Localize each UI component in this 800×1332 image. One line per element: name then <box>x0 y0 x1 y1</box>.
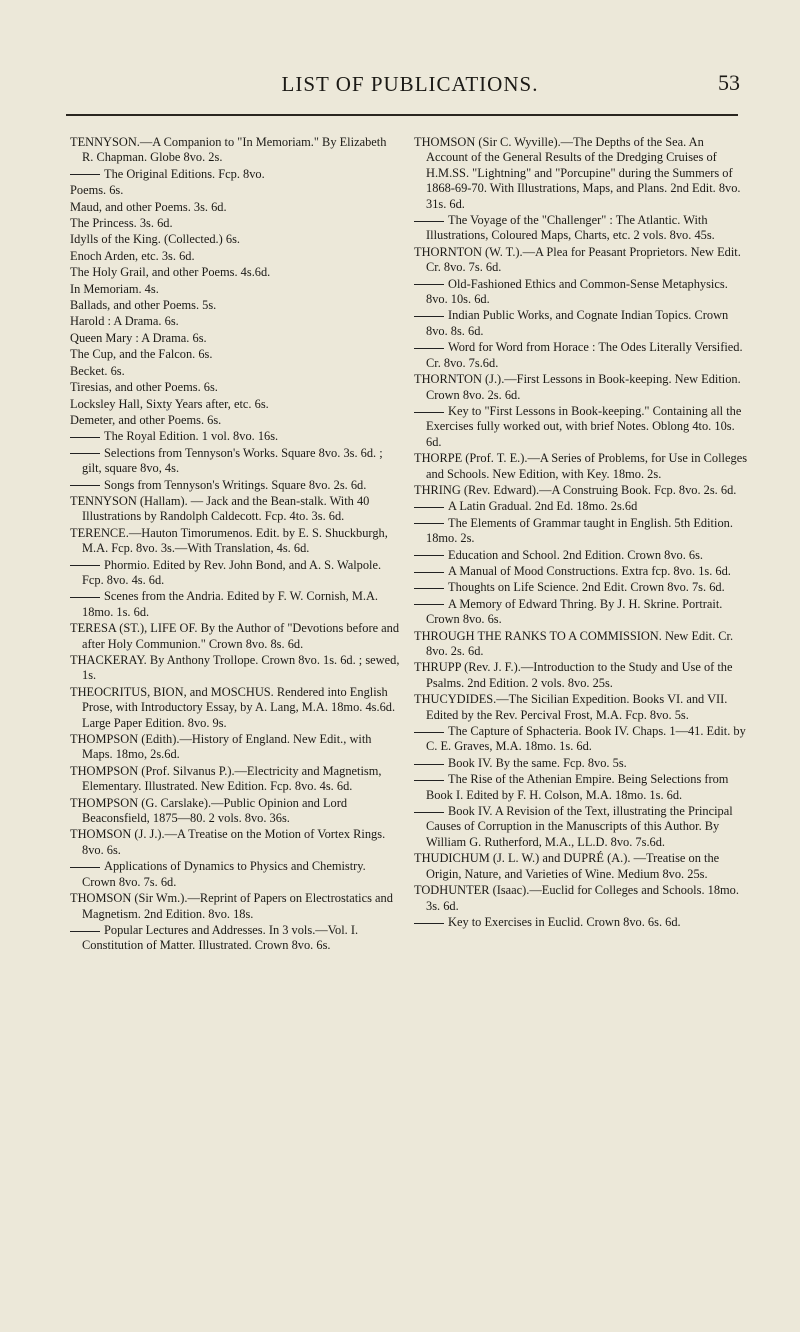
entry-text: Selections from Tennyson's Works. Square 8vo. 3s. 6d. ; gilt, square 8vo, 4s. <box>82 445 383 476</box>
catalog-entry <box>414 724 748 755</box>
entry-text: Word for Word from Horace : The Odes Literally Versified. Cr. 8vo. 7s.6d. <box>426 340 743 370</box>
catalog-entry <box>414 340 748 371</box>
entry-text: A Memory of Edward Thring. By J. H. Skrine. Portrait. Crown 8vo. 6s. <box>426 596 723 627</box>
catalog-entry <box>414 851 748 882</box>
entry-text: THACKERAY. By Anthony Trollope. Crown 8vo. 1s. 6d. ; sewed, 1s. <box>70 653 400 683</box>
catalog-entry <box>70 413 400 428</box>
catalog-entry <box>414 548 748 563</box>
catalog-entry <box>70 183 400 198</box>
catalog-entry <box>70 249 400 264</box>
entry-text: Locksley Hall, Sixty Years after, etc. 6s. <box>70 396 269 411</box>
catalog-entry <box>70 796 400 827</box>
ditto-rule <box>70 453 100 454</box>
entry-text: Education and School. 2nd Edition. Crown 8vo. 6s. <box>448 547 704 562</box>
entry-text: Scenes from the Andria. Edited by F. W. Cornish, M.A. 18mo. 1s. 6d. <box>82 589 378 619</box>
catalog-entry <box>70 446 400 477</box>
entry-text: Poems. 6s. <box>70 183 124 198</box>
catalog-entry <box>414 756 748 771</box>
catalog-entry <box>70 265 400 280</box>
entry-text: TODHUNTER (Isaac).—Euclid for Colleges and Schools. 18mo. 3s. 6d. <box>414 883 739 913</box>
catalog-entry <box>414 580 748 595</box>
ditto-rule <box>414 348 444 349</box>
ditto-rule <box>414 572 444 573</box>
entry-text: THOMSON (J. J.).—A Treatise on the Motion of Vortex Rings. 8vo. 6s. <box>70 827 386 857</box>
catalog-entry <box>414 213 748 244</box>
entry-text: The Elements of Grammar taught in English. 5th Edition. 18mo. 2s. <box>426 515 733 546</box>
page-number: 53 <box>718 70 740 95</box>
catalog-entry <box>70 364 400 379</box>
entry-text: THRUPP (Rev. J. F.).—Introduction to the Study and Use of the Psalms. 2nd Edition. 2 vols. 8vo. 25s. <box>414 660 733 690</box>
entry-text: Songs from Tennyson's Writings. Square 8vo. 2s. 6d. <box>104 477 367 492</box>
entry-text: TERENCE.—Hauton Timorumenos. Edit. by E. S. Shuckburgh, M.A. Fcp. 8vo. 3s.—With Translation, 4s. 6d. <box>70 525 388 556</box>
entry-text: THORPE (Prof. T. E.).—A Series of Problems, for Use in Colleges and Schools. New Edition, with Key. 18mo. 2s. <box>414 451 748 481</box>
entry-text: Applications of Dynamics to Physics and Chemistry. Crown 8vo. 7s. 6d. <box>82 859 366 889</box>
entry-text: Indian Public Works, and Cognate Indian Topics. Crown 8vo. 8s. 6d. <box>426 308 729 338</box>
catalog-entry <box>414 660 748 691</box>
entry-text: Key to Exercises in Euclid. Crown 8vo. 6s. 6d. <box>448 914 681 929</box>
catalog-entry <box>70 380 400 395</box>
catalog-entry <box>70 891 400 922</box>
ditto-rule <box>70 174 100 175</box>
entry-text: TENNYSON.—A Companion to "In Memoriam." By Elizabeth R. Chapman. Globe 8vo. 2s. <box>70 135 387 165</box>
ditto-rule <box>414 588 444 589</box>
catalog-entry <box>70 685 400 731</box>
entry-text: In Memoriam. 4s. <box>70 281 159 296</box>
ditto-rule <box>70 437 100 438</box>
catalog-entry <box>70 298 400 313</box>
catalog-entry <box>70 135 400 166</box>
catalog-entry <box>70 478 400 493</box>
ditto-rule <box>70 597 100 598</box>
entry-text: Ballads, and other Poems. 5s. <box>70 298 217 313</box>
entry-text: THORNTON (W. T.).—A Plea for Peasant Proprietors. New Edit. Cr. 8vo. 7s. 6d. <box>414 244 741 275</box>
entry-text: Popular Lectures and Addresses. In 3 vols.—Vol. I. Constitution of Matter. Illustrated. Crown 8vo. 6s. <box>82 922 359 953</box>
ditto-rule <box>414 523 444 524</box>
entry-text: The Princess. 3s. 6d. <box>70 216 173 231</box>
right-column <box>414 135 748 931</box>
ditto-rule <box>414 412 444 413</box>
catalog-entry <box>70 167 400 182</box>
entry-text: THROUGH THE RANKS TO A COMMISSION. New Edit. Cr. 8vo. 2s. 6d. <box>414 628 734 658</box>
entry-text: THORNTON (J.).—First Lessons in Book-keeping. New Edition. Crown 8vo. 2s. 6d. <box>414 372 741 402</box>
catalog-entry <box>414 883 748 914</box>
catalog-entry <box>414 277 748 308</box>
entry-text: THOMSON (Sir Wm.).—Reprint of Papers on Electrostatics and Magnetism. 2nd Edition. 8vo. 18s. <box>70 891 393 921</box>
entry-text: Queen Mary : A Drama. 6s. <box>70 330 207 345</box>
catalog-entry <box>70 526 400 557</box>
ditto-rule <box>414 732 444 733</box>
entry-text: THOMPSON (Edith).—History of England. New Edit., with Maps. 18mo, 2s.6d. <box>70 732 372 762</box>
catalog-entry <box>70 200 400 215</box>
catalog-entry <box>414 516 748 547</box>
catalog-entry <box>70 653 400 684</box>
ditto-rule <box>414 507 444 508</box>
entry-text: THUCYDIDES.—The Sicilian Expedition. Books VI. and VII. Edited by the Rev. Percival Frost, M.A. Fcp. 8vo. 5s. <box>414 692 728 722</box>
entry-text: THOMPSON (G. Carslake).—Public Opinion and Lord Beaconsfield, 1875—80. 2 vols. 8vo. 36s. <box>70 795 348 826</box>
catalog-entry <box>414 629 748 660</box>
entry-text: A Manual of Mood Constructions. Extra fcp. 8vo. 1s. 6d. <box>448 563 731 578</box>
entry-text: Enoch Arden, etc. 3s. 6d. <box>70 248 195 263</box>
entry-text: Book IV. By the same. Fcp. 8vo. 5s. <box>448 755 627 770</box>
page-header <box>60 72 760 112</box>
catalog-entry <box>70 732 400 763</box>
catalog-entry <box>70 589 400 620</box>
catalog-entry <box>70 397 400 412</box>
catalog-entry <box>414 483 748 498</box>
entry-text: Demeter, and other Poems. 6s. <box>70 412 222 427</box>
catalog-entry <box>70 429 400 444</box>
catalog-entry <box>414 451 748 482</box>
entry-text: THOMSON (Sir C. Wyville).—The Depths of the Sea. An Account of the General Results of the Dredging Cruises of H.M.SS. "Lightning" and "Porcupine" during the Summers of 1868-69-70. With Illustrations, Maps, and Plans. 2nd Edit. 8vo. 31s. 6d. <box>414 135 741 211</box>
catalog-entry <box>70 314 400 329</box>
entry-text: Becket. 6s. <box>70 363 125 378</box>
ditto-rule <box>414 604 444 605</box>
ditto-rule <box>70 867 100 868</box>
ditto-rule <box>414 923 444 924</box>
catalog-entry <box>414 804 748 850</box>
entry-text: Thoughts on Life Science. 2nd Edit. Crown 8vo. 7s. 6d. <box>448 580 725 595</box>
catalog-entry <box>414 308 748 339</box>
entry-text: Idylls of the King. (Collected.) 6s. <box>70 232 240 247</box>
ditto-rule <box>414 555 444 556</box>
ditto-rule <box>70 485 100 486</box>
catalog-entry <box>70 331 400 346</box>
catalog-entry <box>70 764 400 795</box>
entry-text: THEOCRITUS, BION, and MOSCHUS. Rendered into English Prose, with Introductory Essay, by A. Lang, M.A. 18mo. 4s.6d. Large Paper Edition. 8vo. 9s. <box>70 684 396 730</box>
ditto-rule <box>414 812 444 813</box>
catalog-entry <box>414 499 748 514</box>
entry-text: Key to "First Lessons in Book-keeping." Containing all the Exercises fully worked out, with brief Notes. Oblong 4to. 10s. 6d. <box>426 403 742 449</box>
entry-text: The Cup, and the Falcon. 6s. <box>70 347 213 362</box>
entry-text: Harold : A Drama. 6s. <box>70 314 179 329</box>
catalog-entry <box>414 915 748 930</box>
entry-text: Phormio. Edited by Rev. John Bond, and A. S. Walpole. Fcp. 8vo. 4s. 6d. <box>82 557 382 587</box>
catalog-entry <box>414 772 748 803</box>
ditto-rule <box>414 780 444 781</box>
catalog-entry <box>70 558 400 589</box>
entry-text: The Royal Edition. 1 vol. 8vo. 16s. <box>104 429 279 444</box>
entry-text: The Voyage of the "Challenger" : The Atlantic. With Illustrations, Coloured Maps, Charts, etc. 2 vols. 8vo. 45s. <box>426 213 715 243</box>
entry-text: THOMPSON (Prof. Silvanus P.).—Electricity and Magnetism, Elementary. Illustrated. New Edition. Fcp. 8vo. 4s. 6d. <box>70 763 382 794</box>
catalog-entry <box>70 216 400 231</box>
catalog-entry <box>414 597 748 628</box>
catalog-entry <box>70 347 400 362</box>
catalog-entry <box>414 372 748 403</box>
entry-text: THUDICHUM (J. L. W.) and DUPRÉ (A.). —Treatise on the Origin, Nature, and Varieties of Wine. Medium 8vo. 25s. <box>414 851 720 881</box>
catalog-entry <box>414 404 748 450</box>
entry-text: Maud, and other Poems. 3s. 6d. <box>70 199 227 214</box>
ditto-rule <box>414 284 444 285</box>
entry-text: THRING (Rev. Edward).—A Construing Book. Fcp. 8vo. 2s. 6d. <box>414 482 737 497</box>
entry-text: Book IV. A Revision of the Text, illustrating the Principal Causes of Corruption in the Manuscripts of this Author. By William G. Rutherford, M.A., LL.D. 8vo. 7s.6d. <box>426 804 733 849</box>
catalog-entry <box>70 494 400 525</box>
entry-text: TENNYSON (Hallam). — Jack and the Bean-stalk. With 40 Illustrations by Randolph Caldecott. Fcp. 4to. 3s. 6d. <box>70 493 370 524</box>
entry-text: The Holy Grail, and other Poems. 4s.6d. <box>70 265 271 280</box>
catalog-entry <box>70 827 400 858</box>
header-rule <box>66 114 738 116</box>
catalog-entry <box>414 245 748 276</box>
ditto-rule <box>70 565 100 566</box>
entry-text: TERESA (ST.), LIFE OF. By the Author of "Devotions before and after Holy Communion." Crown 8vo. 8s. 6d. <box>70 621 400 651</box>
ditto-rule <box>414 316 444 317</box>
entry-text: The Rise of the Athenian Empire. Being Selections from Book I. Edited by F. H. Colson, M.A. 18mo. 1s. 6d. <box>426 772 729 802</box>
ditto-rule <box>414 221 444 222</box>
catalog-entry <box>414 135 748 212</box>
entry-text: Tiresias, and other Poems. 6s. <box>70 380 218 395</box>
ditto-rule <box>414 764 444 765</box>
catalog-entry <box>70 621 400 652</box>
entry-text: Old-Fashioned Ethics and Common-Sense Metaphysics. 8vo. 10s. 6d. <box>426 276 728 307</box>
running-title: LIST OF PUBLICATIONS. <box>281 72 539 96</box>
entry-text: The Original Editions. Fcp. 8vo. <box>104 166 265 181</box>
entry-text: The Capture of Sphacteria. Book IV. Chaps. 1—41. Edit. by C. E. Graves, M.A. 18mo. 1s. 6d. <box>426 724 746 754</box>
catalog-entry <box>70 282 400 297</box>
catalog-entry <box>70 859 400 890</box>
entry-text: A Latin Gradual. 2nd Ed. 18mo. 2s.6d <box>448 499 638 514</box>
catalog-entry <box>414 692 748 723</box>
catalog-entry <box>70 923 400 954</box>
catalog-entry <box>414 564 748 579</box>
ditto-rule <box>70 931 100 932</box>
left-column <box>70 135 400 955</box>
catalog-entry <box>70 232 400 247</box>
